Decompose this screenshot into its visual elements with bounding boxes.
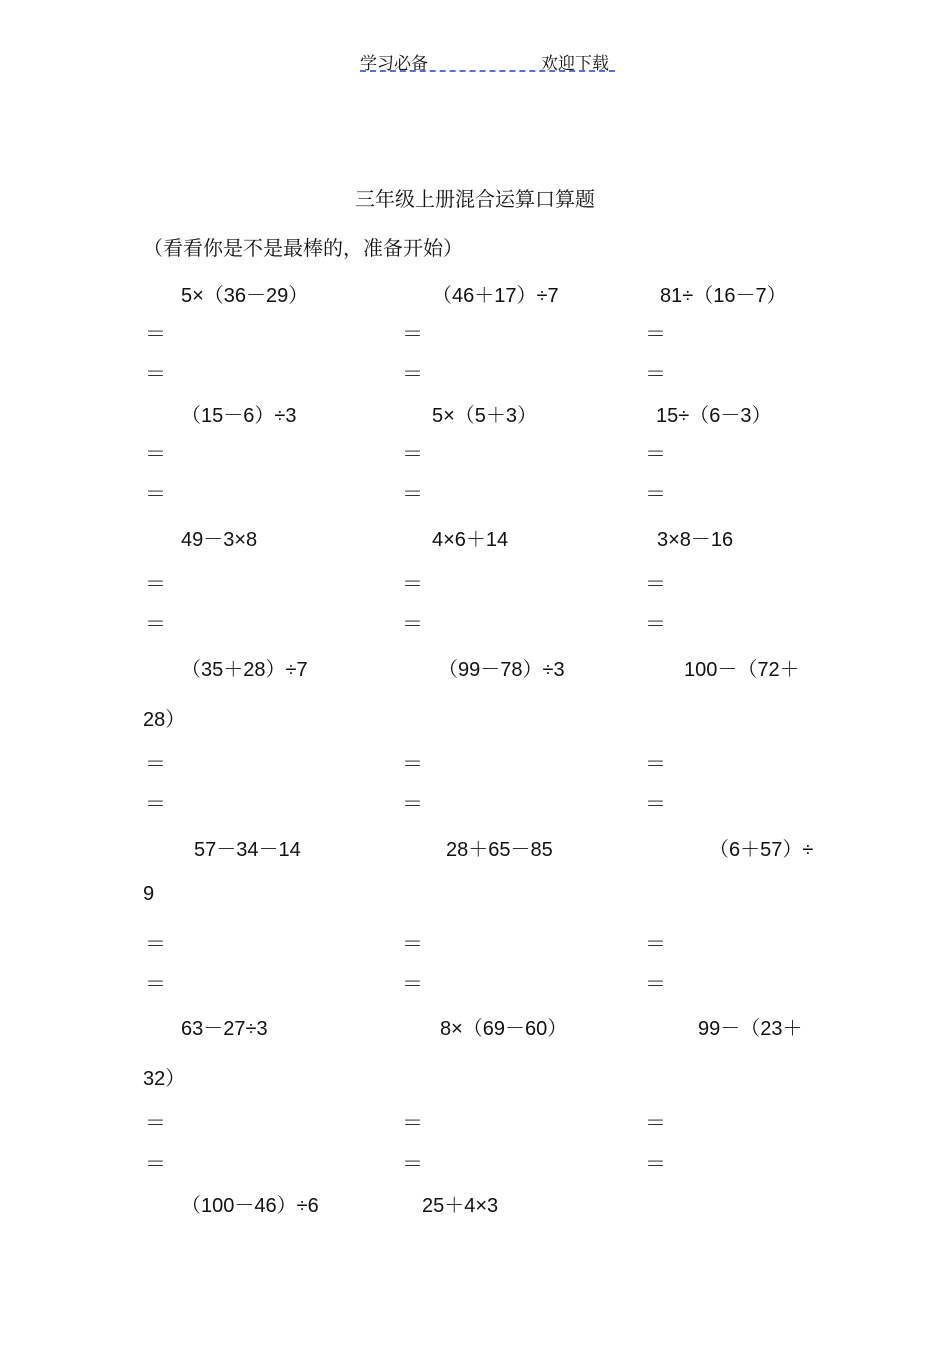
problem-expression: （100－46）÷6 xyxy=(181,1195,319,1217)
problem-expression: 49－3×8 xyxy=(181,529,258,551)
page-subtitle: （看看你是不是最棒的，准备开始） xyxy=(143,236,463,260)
answer-equals-line[interactable]: ＝ xyxy=(645,1112,666,1135)
answer-equals-line[interactable]: ＝ xyxy=(145,323,166,346)
problem-expression: 4×6＋14 xyxy=(432,529,509,551)
problem-expression: 3×8－16 xyxy=(657,529,734,551)
problem-expression: 63－27÷3 xyxy=(181,1018,268,1040)
answer-equals-line[interactable]: ＝ xyxy=(402,323,423,346)
answer-equals-line[interactable]: ＝ xyxy=(402,573,423,596)
answer-equals-line[interactable]: ＝ xyxy=(145,363,166,386)
header-divider xyxy=(360,70,615,72)
answer-equals-line[interactable]: ＝ xyxy=(145,753,166,776)
page-title: 三年级上册混合运算口算题 xyxy=(355,187,595,211)
answer-equals-line[interactable]: ＝ xyxy=(402,973,423,996)
answer-equals-line[interactable]: ＝ xyxy=(645,933,666,956)
answer-equals-line[interactable]: ＝ xyxy=(402,613,423,636)
answer-equals-line[interactable]: ＝ xyxy=(145,613,166,636)
answer-equals-line[interactable]: ＝ xyxy=(645,323,666,346)
problem-expression: 81÷（16－7） xyxy=(660,285,787,307)
problem-expression: 5×（36－29） xyxy=(181,285,309,307)
answer-equals-line[interactable]: ＝ xyxy=(145,933,166,956)
answer-equals-line[interactable]: ＝ xyxy=(645,573,666,596)
problem-expression: 25＋4×3 xyxy=(422,1195,499,1217)
problem-expression-wrap: 32） xyxy=(143,1068,186,1090)
problem-expression: 28＋65－85 xyxy=(446,839,553,861)
answer-equals-line[interactable]: ＝ xyxy=(145,973,166,996)
problem-expression: 100－（72＋ xyxy=(684,659,800,681)
problem-expression: 15÷（6－3） xyxy=(656,405,772,427)
answer-equals-line[interactable]: ＝ xyxy=(145,483,166,506)
answer-equals-line[interactable]: ＝ xyxy=(402,933,423,956)
problem-expression-wrap: 28） xyxy=(143,709,186,731)
answer-equals-line[interactable]: ＝ xyxy=(645,483,666,506)
problem-expression: 5×（5＋3） xyxy=(432,405,538,427)
answer-equals-line[interactable]: ＝ xyxy=(402,1153,423,1176)
answer-equals-line[interactable]: ＝ xyxy=(402,363,423,386)
header-right-text: 欢迎下载 xyxy=(541,54,609,74)
problem-expression-wrap: 9 xyxy=(143,883,155,905)
problem-expression: 8×（69－60） xyxy=(440,1018,568,1040)
answer-equals-line[interactable]: ＝ xyxy=(145,793,166,816)
problem-expression: （35＋28）÷7 xyxy=(181,659,308,681)
answer-equals-line[interactable]: ＝ xyxy=(402,483,423,506)
header-left-text: 学习必备 xyxy=(360,54,428,74)
answer-equals-line[interactable]: ＝ xyxy=(645,613,666,636)
answer-equals-line[interactable]: ＝ xyxy=(145,1153,166,1176)
problem-expression: 99－（23＋ xyxy=(698,1018,803,1040)
problem-expression: 57－34－14 xyxy=(194,839,301,861)
problem-expression: （6＋57）÷ xyxy=(709,839,814,861)
problem-expression: （15－6）÷3 xyxy=(181,405,297,427)
answer-equals-line[interactable]: ＝ xyxy=(402,793,423,816)
answer-equals-line[interactable]: ＝ xyxy=(402,1112,423,1135)
problem-expression: （46＋17）÷7 xyxy=(432,285,559,307)
answer-equals-line[interactable]: ＝ xyxy=(402,753,423,776)
answer-equals-line[interactable]: ＝ xyxy=(145,443,166,466)
answer-equals-line[interactable]: ＝ xyxy=(145,573,166,596)
answer-equals-line[interactable]: ＝ xyxy=(645,793,666,816)
problem-expression: （99－78）÷3 xyxy=(438,659,565,681)
answer-equals-line[interactable]: ＝ xyxy=(402,443,423,466)
answer-equals-line[interactable]: ＝ xyxy=(645,1153,666,1176)
answer-equals-line[interactable]: ＝ xyxy=(645,753,666,776)
answer-equals-line[interactable]: ＝ xyxy=(645,443,666,466)
answer-equals-line[interactable]: ＝ xyxy=(645,973,666,996)
answer-equals-line[interactable]: ＝ xyxy=(645,363,666,386)
answer-equals-line[interactable]: ＝ xyxy=(145,1112,166,1135)
